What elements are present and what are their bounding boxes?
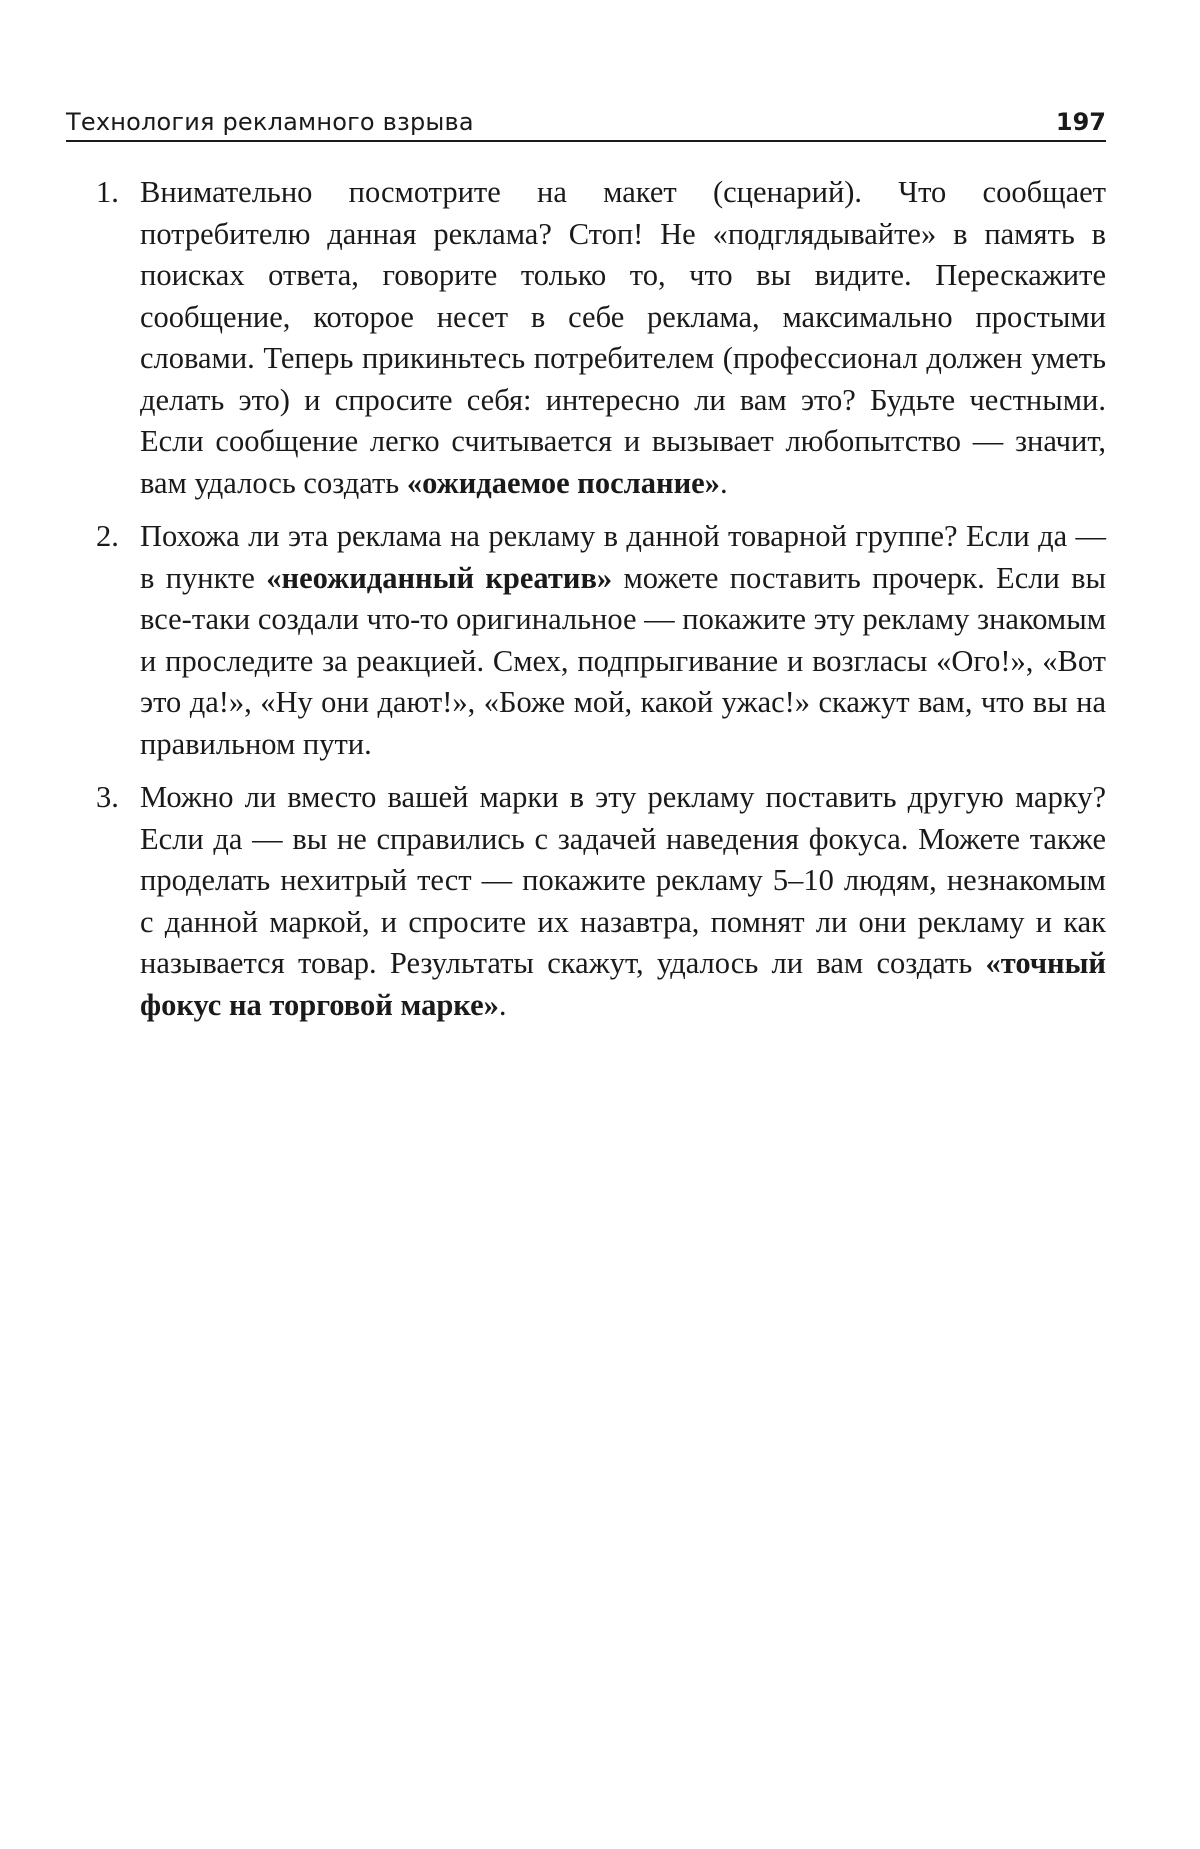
list-item-text: Можно ли вместо вашей марки в эту рекламу поставить другую марку? Если да — вы не справились с задачей наведения фокуса. Можете также проделать нехитрый тест — покажите рекламу 5–10 людям, незнакомым с данной маркой, и спросите их назавтра, помнят ли они рекламу и как называется товар. Результаты скажут, удалось ли вам создать: [140, 780, 1106, 980]
bold-term: «точный фокус на торговой марке»: [140, 946, 1106, 1022]
bold-term: «неожиданный креатив»: [266, 560, 613, 595]
bold-term: «ожидаемое послание»: [406, 465, 720, 500]
running-head: Технология рекламного взрыва: [66, 108, 474, 136]
numbered-list: [96, 172, 1106, 1038]
page-header: [66, 96, 1106, 142]
list-item-text-end: .: [719, 465, 728, 500]
list-item-number: 2.: [96, 519, 119, 553]
list-item-text: Внимательно посмотрите на макет (сценарий). Что сообщает потребителю данная реклама? Стоп! Не «подглядывайте» в память в поисках ответа, говорите только то, что вы видите. Перескажите сообщение, которое несет в себе реклама, максимально простыми словами. Теперь прикиньтесь потребителем (профессионал должен уметь делать это) и спросите себя: интересно ли вам это? Будьте честными. Если сообщение легко считывается и вызывает любопытство — значит, вам удалось создать: [140, 175, 1106, 500]
list-item-number: 1.: [96, 175, 119, 209]
list-item: [96, 777, 1106, 1026]
list-item: [96, 172, 1106, 504]
page-number: 197: [1055, 108, 1106, 136]
list-item-number: 3.: [96, 780, 119, 814]
list-item-text-end: можете поставить прочерк. Если вы все-таки создали что-то оригинальное — покажите эту рекламу знакомым и проследите за реакцией. Смех, подпрыгивание и возгласы «Ого!», «Вот это да!», «Ну они дают!», «Боже мой, какой ужас!» скажут вам, что вы на правильном пути.: [140, 560, 1107, 761]
list-item-text: Похожа ли эта реклама на рекламу в данной товарной группе? Если да — в пункте: [140, 519, 1106, 595]
list-item-text-end: .: [498, 987, 507, 1022]
list-item: [96, 516, 1106, 765]
